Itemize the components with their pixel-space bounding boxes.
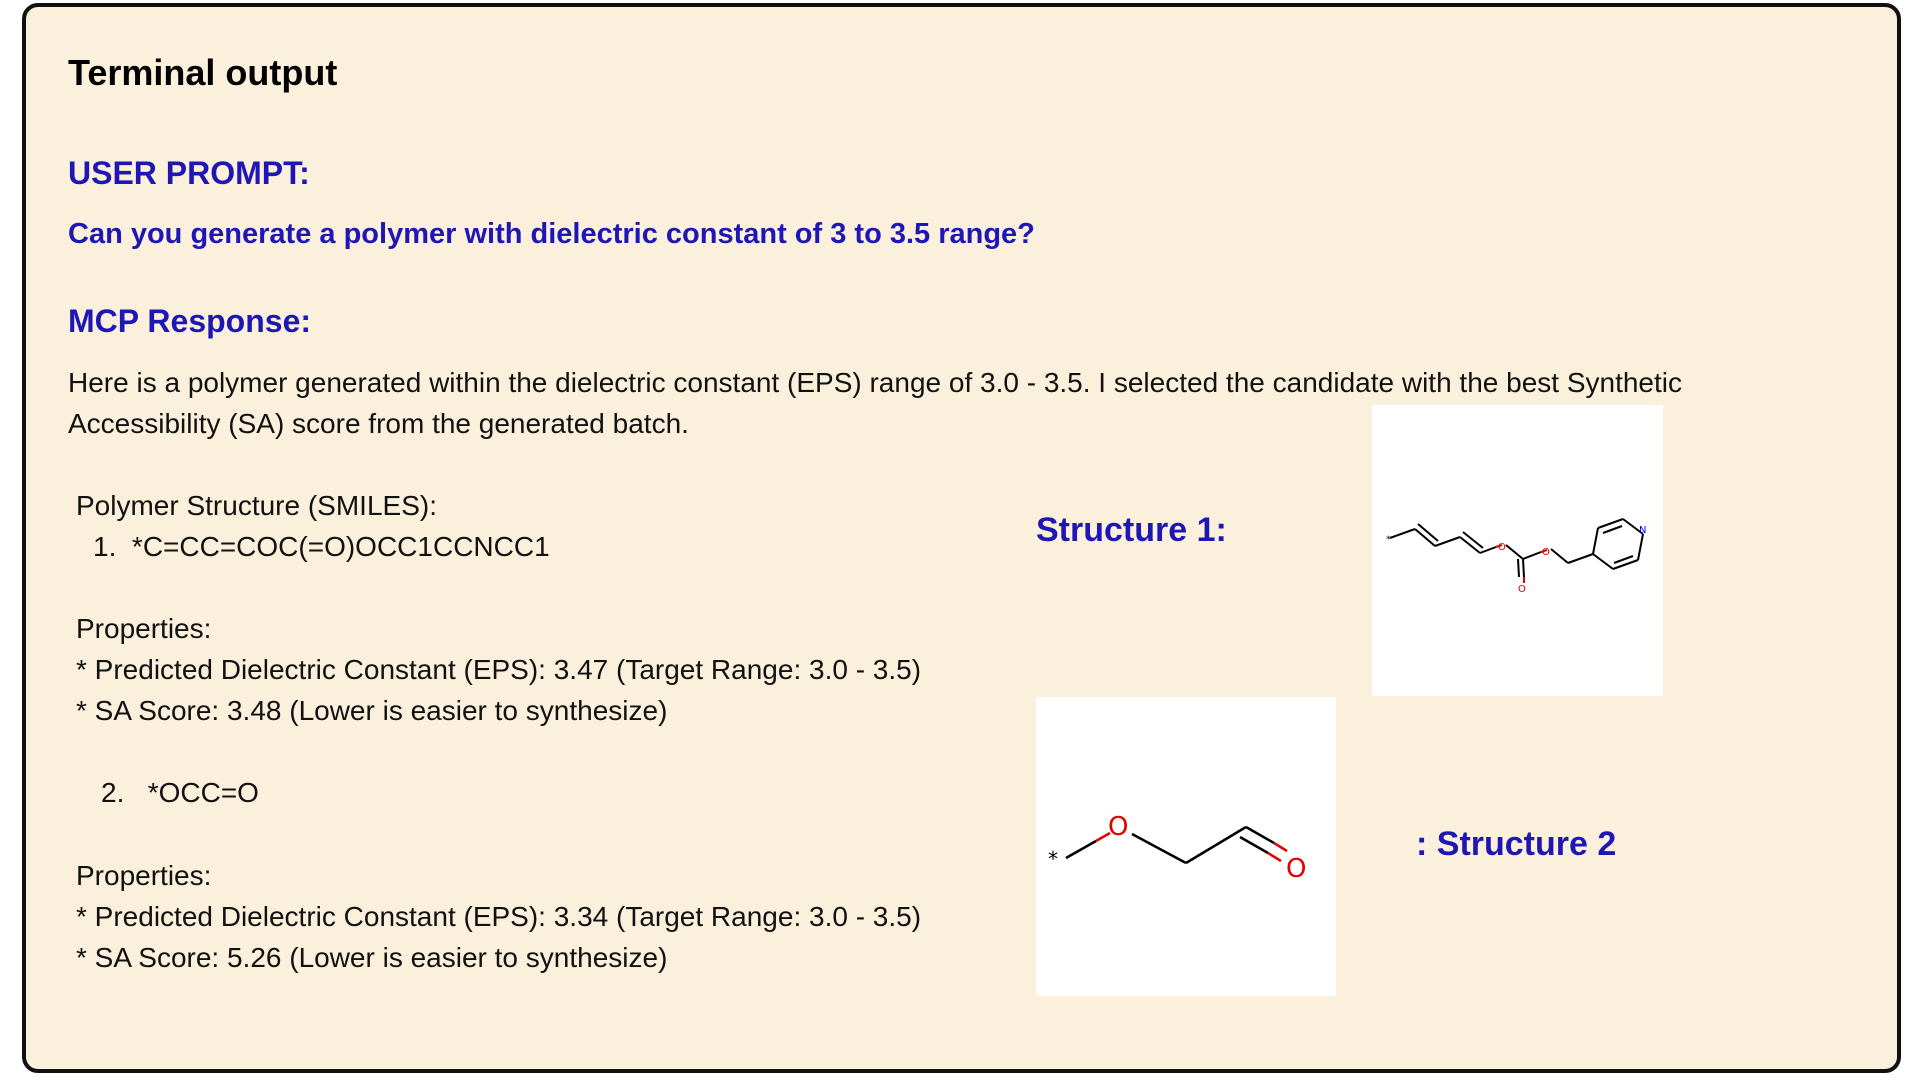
- structure-1-nitrogen: N: [1639, 525, 1647, 536]
- polymer-1-properties-label: Properties:: [76, 613, 212, 644]
- structure-1-star: *: [1386, 535, 1391, 545]
- response-heading: MCP Response:: [68, 303, 312, 339]
- structure-2-image: [1036, 697, 1336, 996]
- polymer-1-number: 1.: [93, 531, 117, 562]
- polymer-1-sa: * SA Score: 3.48 (Lower is easier to synthesize): [76, 695, 668, 726]
- structure-1-oxygen-c: O: [1518, 584, 1526, 595]
- structure-2-label: : Structure 2: [1416, 825, 1617, 863]
- smiles-section-label: Polymer Structure (SMILES):: [76, 490, 437, 521]
- polymer-2-smiles-row: [101, 772, 259, 813]
- polymer-2-smiles: *OCC=O: [147, 777, 259, 808]
- structure-2-oxygen-carbonyl: O: [1286, 854, 1307, 884]
- structure-1-label: Structure 1:: [1036, 511, 1227, 549]
- polymer-2-sa: * SA Score: 5.26 (Lower is easier to synthesize): [76, 942, 668, 973]
- structure-2-star: *: [1048, 847, 1058, 871]
- polymer-2-eps: * Predicted Dielectric Constant (EPS): 3.34 (Target Range: 3.0 - 3.5): [76, 901, 922, 932]
- structure-2-molecule-drawing: [1036, 697, 1336, 996]
- user-prompt-text: Can you generate a polymer with dielectric constant of 3 to 3.5 range?: [68, 218, 1035, 250]
- polymer-2-number: 2.: [101, 777, 125, 808]
- polymer-1-eps: * Predicted Dielectric Constant (EPS): 3.47 (Target Range: 3.0 - 3.5): [76, 654, 922, 685]
- structure-1-oxygen-b: O: [1542, 547, 1550, 558]
- polymer-1-smiles: *C=CC=COC(=O)OCC1CCNCC1: [131, 531, 550, 562]
- structure-2-oxygen-ether: O: [1108, 812, 1129, 842]
- response-line-1: Here is a polymer generated within the dielectric constant (EPS) range of 3.0 - 3.5. I selected the candidate with the best Synthetic: [68, 367, 1682, 398]
- structure-1-molecule-drawing: [1372, 405, 1663, 696]
- response-line-2: Accessibility (SA) score from the generated batch.: [68, 408, 689, 439]
- polymer-2-properties-label: Properties:: [76, 860, 212, 891]
- user-prompt-heading: USER PROMPT:: [68, 155, 310, 191]
- polymer-1-smiles-row: [93, 526, 550, 567]
- panel-title: Terminal output: [68, 52, 338, 93]
- structure-1-oxygen-a: O: [1498, 542, 1506, 553]
- structure-1-image: [1372, 405, 1663, 696]
